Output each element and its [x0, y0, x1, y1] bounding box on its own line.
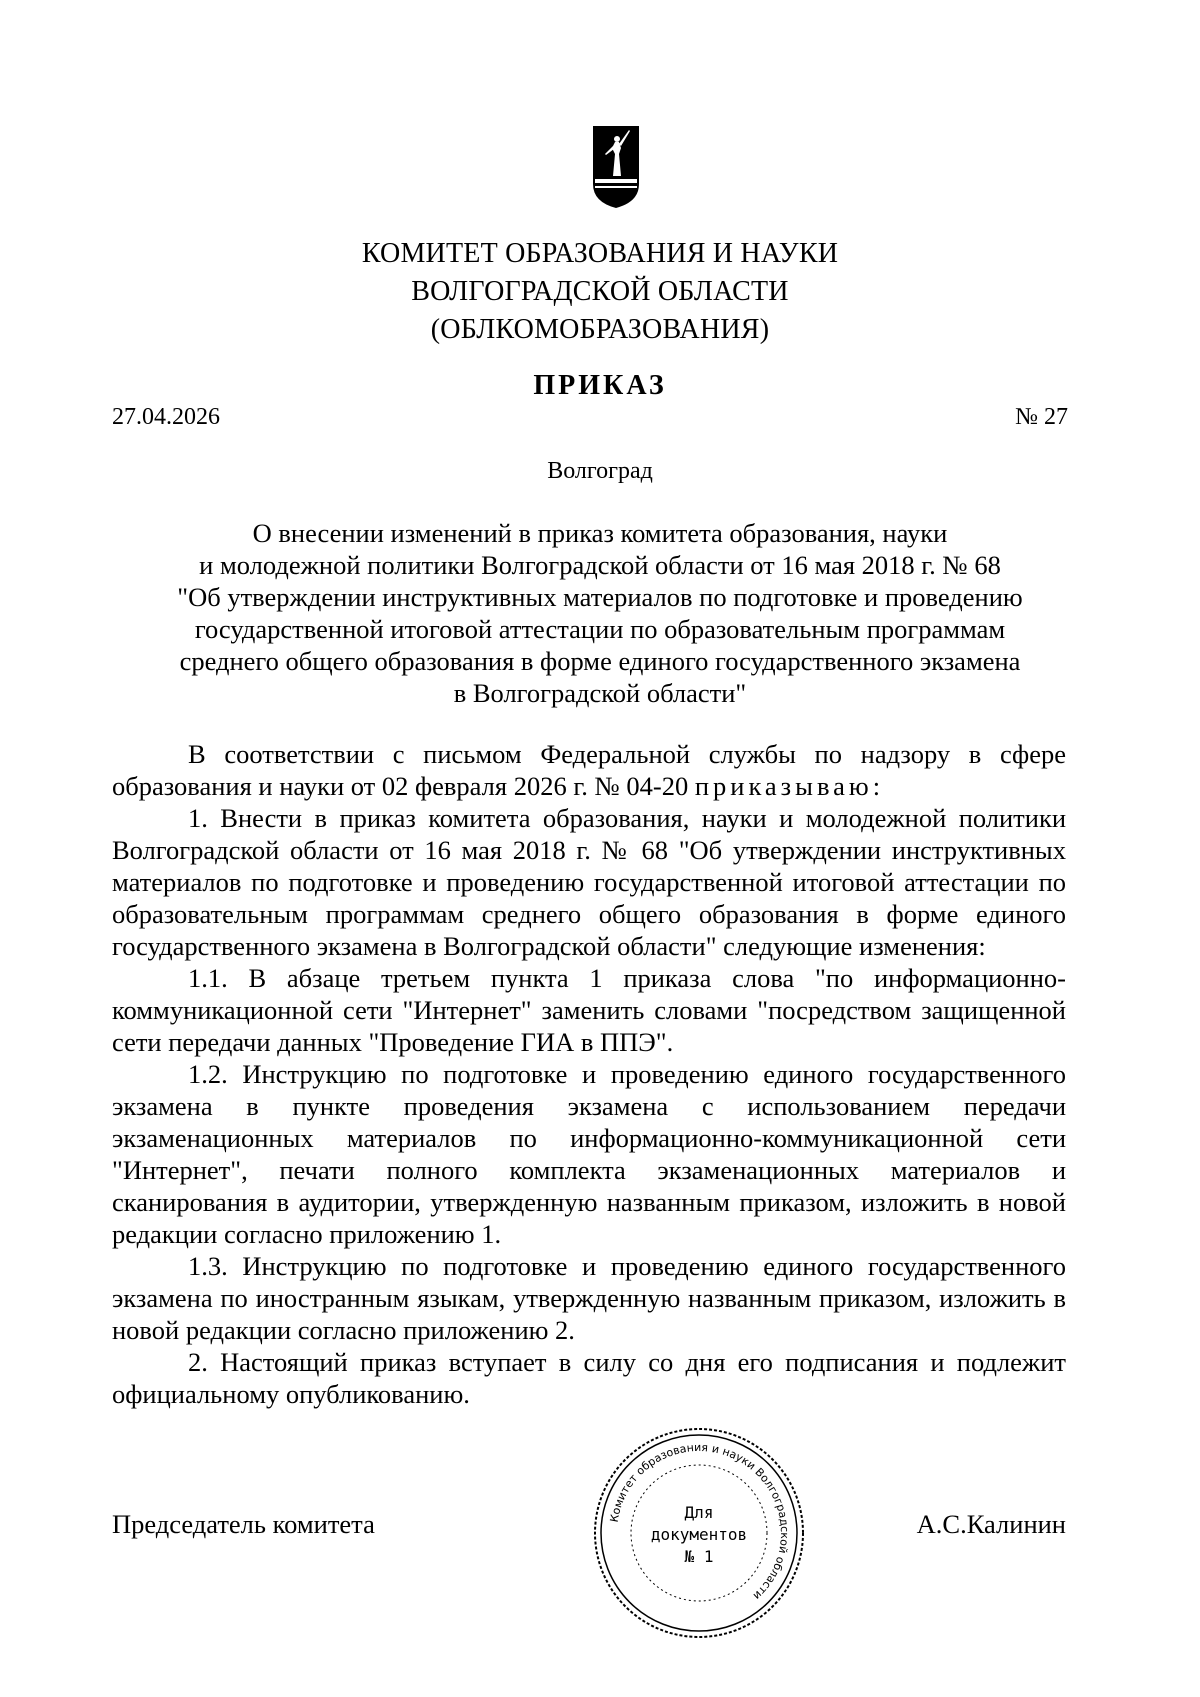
title-line: государственной итоговой аттестации по образовательным программам [194, 614, 1006, 644]
stamp-line2: документов [650, 1525, 748, 1544]
title-line: среднего общего образования в форме единого государственного экзамена [179, 646, 1021, 676]
organization-name [300, 235, 900, 349]
order-title [150, 517, 1050, 709]
paragraph-1-2: 1.2. Инструкцию по подготовке и проведению единого государственного экзамена в пункте проведения экзамена с использованием передачи экзаменационных материалов по информационно-коммуникационной сети "Интернет", печати полного комплекта экзаменационных материалов и сканирования в аудитории, утвержденную названным приказом, изложить в новой редакции согласно приложению 1. [112, 1059, 1066, 1249]
paragraph-1-3: 1.3. Инструкцию по подготовке и проведению единого государственного экзамена по иностранным языкам, утвержденную названным приказом, изложить в новой редакции согласно приложению 2. [112, 1251, 1066, 1345]
stamp-line3: № 1 [684, 1547, 714, 1566]
document-type: ПРИКАЗ [533, 370, 667, 401]
paragraph-1: 1. Внести в приказ комитета образования, науки и молодежной политики Волгоградской области от 16 мая 2018 г. № 68 "Об утверждении инструктивных материалов по подготовке и проведению государственной итоговой аттестации по образовательным программам среднего общего образования в форме единого государственного экзамена в Волгоградской области" следующие изменения: [112, 803, 1066, 961]
official-stamp [592, 1426, 806, 1640]
order-word: приказываю [694, 771, 873, 801]
intro-paragraph [112, 738, 1066, 802]
order-city: Волгоград [547, 458, 653, 484]
signer-title: Председатель комитета [112, 1509, 375, 1539]
stamp-ring-text: Комитет образования и науки Волгоградской области [607, 1440, 792, 1603]
title-line: в Волгоградской области" [453, 678, 747, 708]
volgograd-emblem-icon [591, 124, 641, 210]
intro-text: В соответствии с письмом Федеральной службы по надзору в сфере образования и науки от 02 февраля 2026 г. № 04-20 [112, 739, 1066, 801]
order-colon: : [872, 771, 881, 801]
title-line: "Об утверждении инструктивных материалов по подготовке и проведению [177, 582, 1023, 612]
org-line: (ОБЛКОМОБРАЗОВАНИЯ) [430, 314, 770, 345]
org-line: КОМИТЕТ ОБРАЗОВАНИЯ И НАУКИ [361, 238, 839, 269]
paragraph-2: 2. Настоящий приказ вступает в силу со дня его подписания и подлежит официальному опубликованию. [112, 1347, 1066, 1409]
paragraph-1-1: 1.1. В абзаце третьем пункта 1 приказа слова "по информационно-коммуникационной сети "Интернет" заменить словами "посредством защищенной сети передачи данных "Проведение ГИА в ППЭ". [112, 963, 1066, 1057]
org-line: ВОЛГОГРАДСКОЙ ОБЛАСТИ [411, 276, 789, 307]
order-date: 27.04.2026 [112, 404, 220, 430]
title-line: и молодежной политики Волгоградской области от 16 мая 2018 г. № 68 [199, 550, 1001, 580]
signer-name: А.С.Калинин [916, 1509, 1066, 1539]
order-number: № 27 [1015, 404, 1068, 430]
order-body [112, 738, 1066, 1410]
title-line: О внесении изменений в приказ комитета образования, науки [252, 518, 948, 548]
stamp-line1: Для [684, 1503, 714, 1522]
